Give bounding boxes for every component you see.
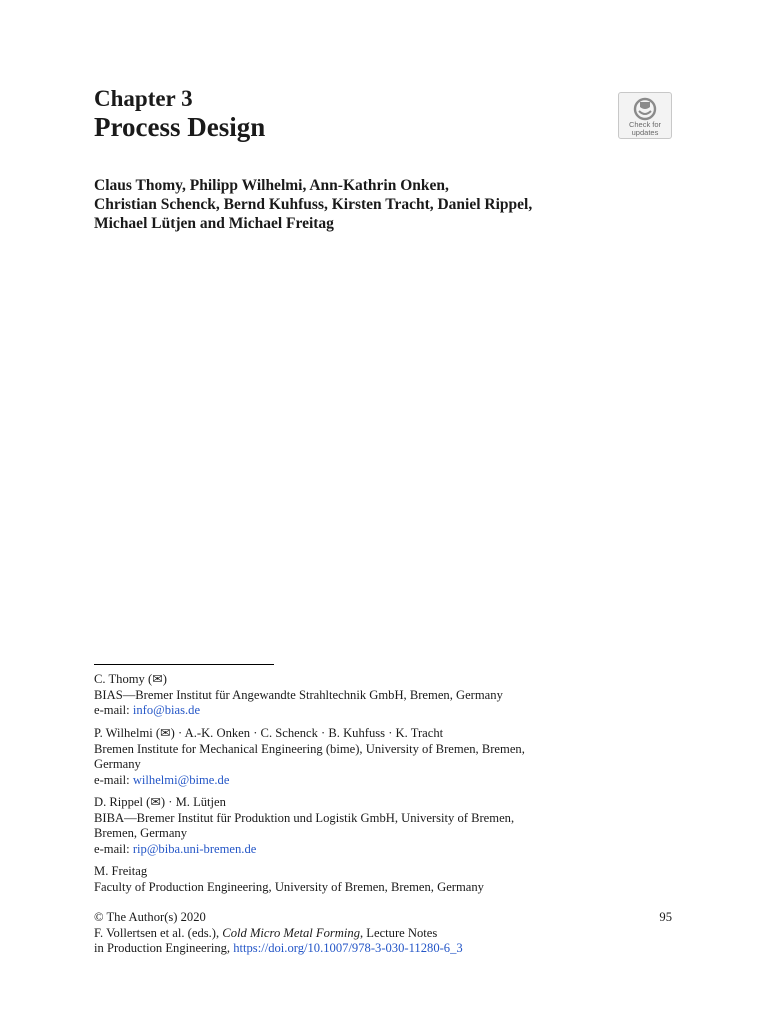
author-line: Christian Schenck, Bernd Kuhfuss, Kirsten Tracht, Daniel Rippel, bbox=[94, 196, 533, 213]
check-for-updates-icon bbox=[619, 97, 671, 121]
author-list bbox=[94, 176, 532, 233]
author-name: M. Freitag bbox=[94, 864, 148, 878]
envelope-icon: ✉ bbox=[150, 795, 161, 809]
affiliation-block: D. Rippel (✉) · M. Lütjen BIBA—Bremer Institut für Produktion und Logistik GmbH, University of Bremen, Bremen, Germany e-mail: rip@biba.uni-bremen.de bbox=[94, 795, 515, 856]
institution: Bremen Institute for Mechanical Engineering (bime), University of Bremen, Bremen, bbox=[94, 741, 525, 756]
envelope-icon: ✉ bbox=[152, 672, 163, 686]
publication-footer: © The Author(s) 2020 F. Vollertsen et al. (eds.), Cold Micro Metal Forming, Lecture Notes in Production Engineering, https://doi.org/10.1007/978-3-030-11280-6_3 bbox=[94, 910, 463, 956]
copyright: © The Author(s) 2020 bbox=[94, 910, 206, 924]
institution: BIAS—Bremer Institut für Angewandte Strahltechnik GmbH, Bremen, Germany bbox=[94, 687, 503, 702]
institution: Faculty of Production Engineering, University of Bremen, Bremen, Germany bbox=[94, 879, 484, 894]
institution: Bremen, Germany bbox=[94, 826, 188, 841]
envelope-icon: ✉ bbox=[160, 726, 171, 740]
badge-line1: Check for bbox=[628, 120, 662, 129]
book-title: Cold Micro Metal Forming bbox=[222, 925, 360, 940]
badge-line2: updates bbox=[631, 128, 659, 137]
email-link[interactable]: info@bias.de bbox=[132, 703, 201, 718]
author-line: Claus Thomy, Philipp Wilhelmi, Ann-Kathrin Onken, bbox=[94, 177, 449, 194]
page-number: 95 bbox=[659, 910, 672, 924]
email-link[interactable]: rip@biba.uni-bremen.de bbox=[132, 841, 257, 856]
affiliation-block: C. Thomy (✉) BIAS—Bremer Institut für Angewandte Strahltechnik GmbH, Bremen, Germany e-mail: info@bias.de bbox=[94, 672, 503, 718]
institution: Germany bbox=[94, 757, 141, 772]
footnote-rule bbox=[94, 664, 274, 665]
chapter-label: Chapter 3 bbox=[94, 86, 193, 111]
institution: BIBA—Bremer Institut für Produktion und Logistik GmbH, University of Bremen, bbox=[94, 810, 515, 825]
doi-link[interactable]: https://doi.org/10.1007/978-3-030-11280-6_3 bbox=[233, 941, 463, 956]
affiliation-block: P. Wilhelmi (✉) · A.-K. Onken · C. Schenck · B. Kuhfuss · K. Tracht Bremen Institute for Mechanical Engineering (bime), University of Bremen, Bremen, Germany e-mail: wilhelmi@bime.de bbox=[94, 726, 525, 787]
affiliation-block bbox=[94, 864, 484, 895]
email-link[interactable]: wilhelmi@bime.de bbox=[132, 772, 230, 787]
check-for-updates-badge[interactable] bbox=[618, 92, 672, 139]
author-line: Michael Lütjen and Michael Freitag bbox=[94, 215, 334, 232]
chapter-title: Process Design bbox=[94, 112, 266, 142]
